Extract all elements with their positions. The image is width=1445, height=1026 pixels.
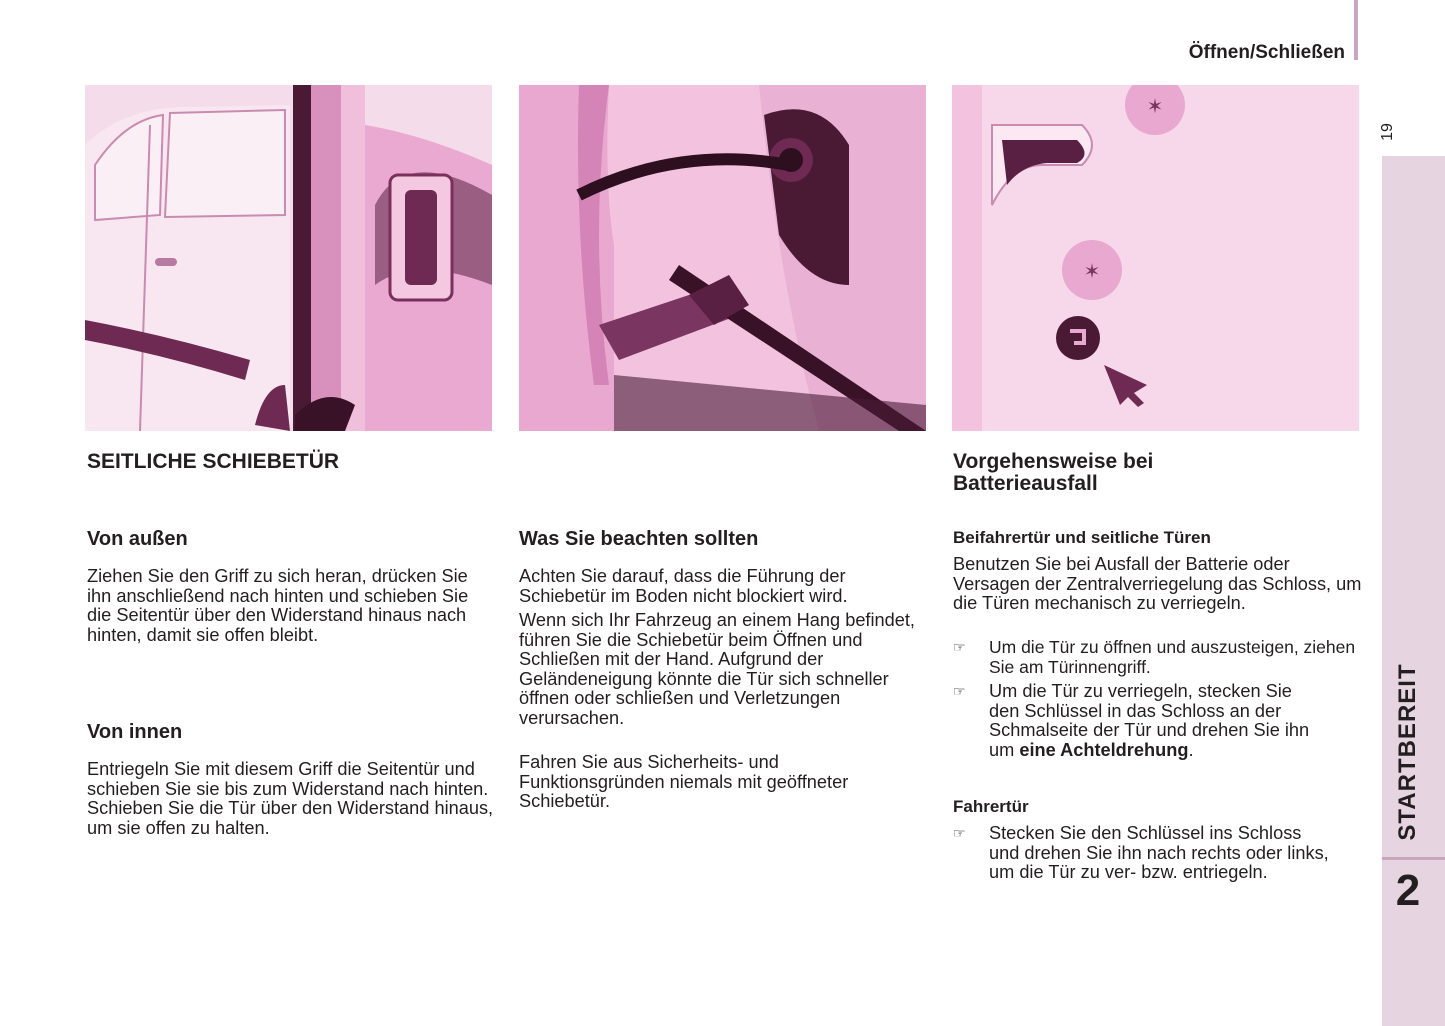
bullet-lock-door: [953, 682, 1363, 782]
paragraph-driving-warning: Fahren Sie aus Sicherheits- und Funktionsgründen niemals mit geöffneter Schiebetür.: [519, 752, 849, 811]
header-rule: [1354, 0, 1358, 60]
svg-text:✶: ✶: [1083, 259, 1101, 283]
paragraph-battery-failure: Benutzen Sie bei Ausfall der Batterie oder Versagen der Zentralverriegelung das Schloss, um die Türen mechanisch zu verriegeln.: [953, 554, 1362, 613]
photo-sliding-door-handle: [85, 85, 492, 431]
paragraph-from-outside: Ziehen Sie den Griff zu sich heran, drücken Sie ihn anschließend nach hinten und schieben Sie die Seitentür über den Widerstand hinaus nach hinten, damit sie offen bleibt.: [87, 566, 469, 645]
chapter-label: STARTBEREIT: [1394, 663, 1421, 841]
paragraph-from-inside: Entriegeln Sie mit diesem Griff die Seitentür und schieben Sie sie bis zum Widerstand nach hinten. Schieben Sie die Tür über den Widerstand hinaus, um sie offen zu halten.: [87, 759, 494, 838]
pointing-hand-icon: ☞: [953, 639, 966, 655]
bullet-lock-door-text: Um die Tür zu verriegeln, stecken Sie den Schlüssel in das Schloss an der Schmalseite der Tür und drehen Sie ihn um eine Achteldrehung.: [989, 681, 1310, 760]
photo-door-floor-guide: [519, 85, 926, 431]
chapter-divider: [1382, 857, 1445, 860]
pointing-hand-icon: ☞: [953, 825, 966, 841]
page-number: 19: [1379, 123, 1396, 141]
bullet-driver-door: [953, 824, 1363, 904]
page-header-title: Öffnen/Schließen: [1188, 42, 1345, 63]
subheading-driver-door: Fahrertür: [953, 797, 1029, 816]
subheading-notes: Was Sie beachten sollten: [519, 528, 759, 550]
bullet-open-door: [953, 638, 1363, 678]
subheading-passenger-doors: Beifahrertür und seitliche Türen: [953, 528, 1211, 547]
chapter-number: 2: [1395, 866, 1421, 915]
photo-door-lock: [952, 85, 1359, 431]
section-heading-sliding-door: SEITLICHE SCHIEBETÜR: [87, 450, 340, 473]
bullet-driver-door-text: Stecken Sie den Schlüssel ins Schloss und drehen Sie ihn nach rechts oder links, um die Tür zu ver- bzw. entriegeln.: [989, 823, 1329, 882]
subheading-from-outside: Von außen: [87, 528, 188, 550]
paragraph-slope-warning: Wenn sich Ihr Fahrzeug an einem Hang befindet, führen Sie die Schiebetür beim Öffnen und Schließen mit der Hand. Aufgrund der Geländeneigung könnte die Tür sich schneller öffnen oder schließen und Verletzungen verursachen.: [519, 610, 915, 728]
bullet-open-door-text: Um die Tür zu öffnen und auszusteigen, ziehen Sie am Türinnengriff.: [989, 637, 1356, 677]
pointing-hand-icon: ☞: [953, 683, 966, 699]
section-heading-battery-failure: Vorgehensweise bei Batterieausfall: [953, 450, 1154, 495]
paragraph-floor-guide: Achten Sie darauf, dass die Führung der Schiebetür im Boden nicht blockiert wird.: [519, 566, 848, 606]
subheading-from-inside: Von innen: [87, 721, 183, 743]
svg-text:✶: ✶: [1146, 94, 1164, 118]
